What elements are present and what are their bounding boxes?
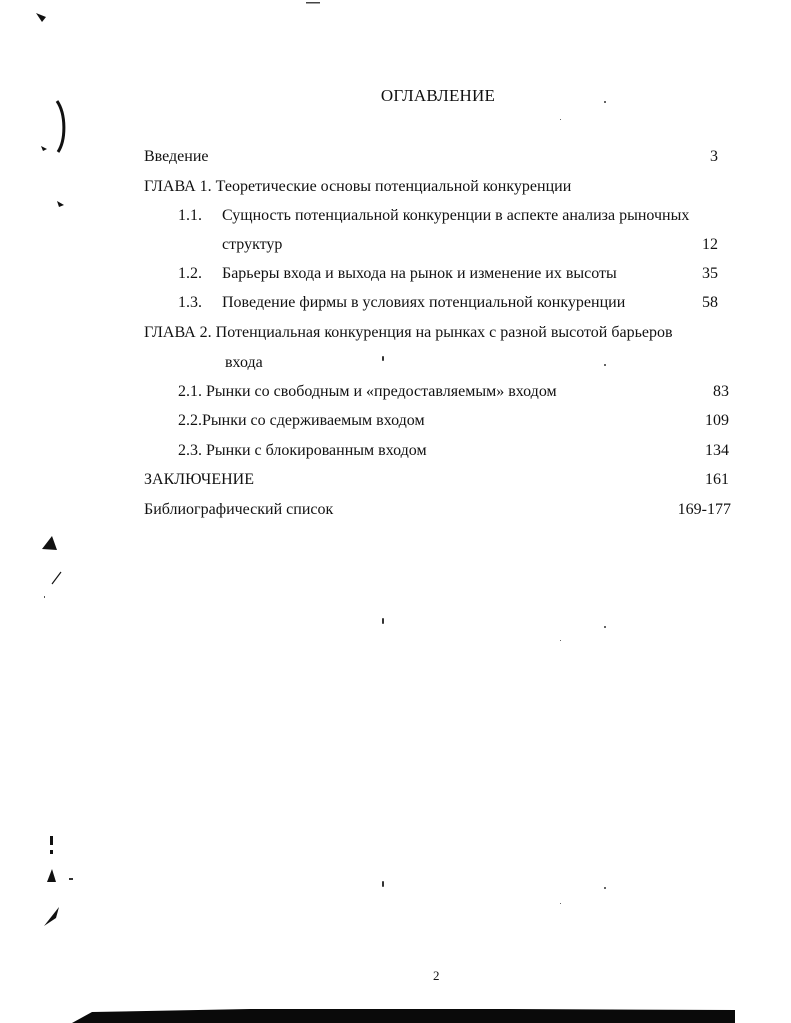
toc-page-section-1-2: 35 bbox=[702, 265, 718, 282]
toc-entry-section-2-2: 2.2.Рынки со сдерживаемым входом bbox=[178, 412, 425, 429]
toc-section-number: 1.2. bbox=[178, 265, 202, 282]
speck bbox=[604, 364, 606, 366]
speck bbox=[604, 887, 606, 889]
toc-entry-section-2-1: 2.1. Рынки со свободным и «предоставляемым» входом bbox=[178, 383, 557, 400]
toc-page-section-2-2: 109 bbox=[705, 412, 729, 429]
toc-section-title: Сущность потенциальной конкуренции в аспекте анализа рыночных bbox=[222, 207, 690, 224]
scan-artifact-top-left bbox=[36, 13, 46, 22]
page-number: 2 bbox=[433, 968, 440, 983]
toc-entry-section-1-1 bbox=[178, 206, 689, 226]
toc-entry-chapter-2-continued: входа bbox=[225, 354, 263, 371]
toc-entry-chapter-1: ГЛАВА 1. Теоретические основы потенциальной конкуренции bbox=[144, 178, 572, 195]
speck bbox=[382, 356, 384, 361]
toc-entry-section-1-1-continued: структур bbox=[222, 236, 283, 253]
toc-page-bibliography: 169-177 bbox=[677, 501, 731, 518]
toc-entry-chapter-2: ГЛАВА 2. Потенциальная конкуренция на рынках с разной высотой барьеров bbox=[144, 324, 673, 341]
toc-page-section-2-3: 134 bbox=[705, 442, 729, 459]
toc-entry-bibliography: Библиографический список bbox=[144, 501, 334, 518]
toc-page-section-1-3: 58 bbox=[702, 294, 718, 311]
scan-artifact-triangle bbox=[42, 536, 57, 550]
speck bbox=[382, 618, 384, 624]
toc-section-title: Поведение фирмы в условиях потенциальной конкуренции bbox=[222, 294, 626, 311]
toc-page-conclusion: 161 bbox=[705, 471, 729, 488]
speck bbox=[560, 119, 561, 120]
toc-page-section-1-1: 12 bbox=[702, 236, 718, 253]
scan-artifact-bottom-edge bbox=[72, 1009, 735, 1023]
scan-artifact-bracket bbox=[57, 101, 64, 152]
toc-section-title: Барьеры входа и выхода на рынок и изменение их высоты bbox=[222, 265, 617, 282]
scan-artifact-top-dash bbox=[306, 2, 320, 4]
speck bbox=[604, 626, 606, 628]
toc-entry-introduction: Введение bbox=[144, 148, 209, 165]
toc-entry-section-2-3: 2.3. Рынки с блокированным входом bbox=[178, 442, 427, 459]
toc-page-section-2-1: 83 bbox=[713, 383, 729, 400]
toc-section-number: 1.3. bbox=[178, 294, 202, 311]
toc-entry-conclusion: ЗАКЛЮЧЕНИЕ bbox=[144, 471, 254, 488]
toc-page-introduction: 3 bbox=[710, 148, 718, 165]
toc-section-number: 1.1. bbox=[178, 207, 202, 224]
speck bbox=[382, 881, 384, 887]
toc-entry-section-1-3 bbox=[178, 293, 625, 313]
speck bbox=[560, 903, 561, 904]
toc-title: ОГЛАВЛЕНИЕ bbox=[380, 86, 496, 105]
speck bbox=[560, 640, 561, 641]
toc-entry-section-1-2 bbox=[178, 264, 617, 284]
